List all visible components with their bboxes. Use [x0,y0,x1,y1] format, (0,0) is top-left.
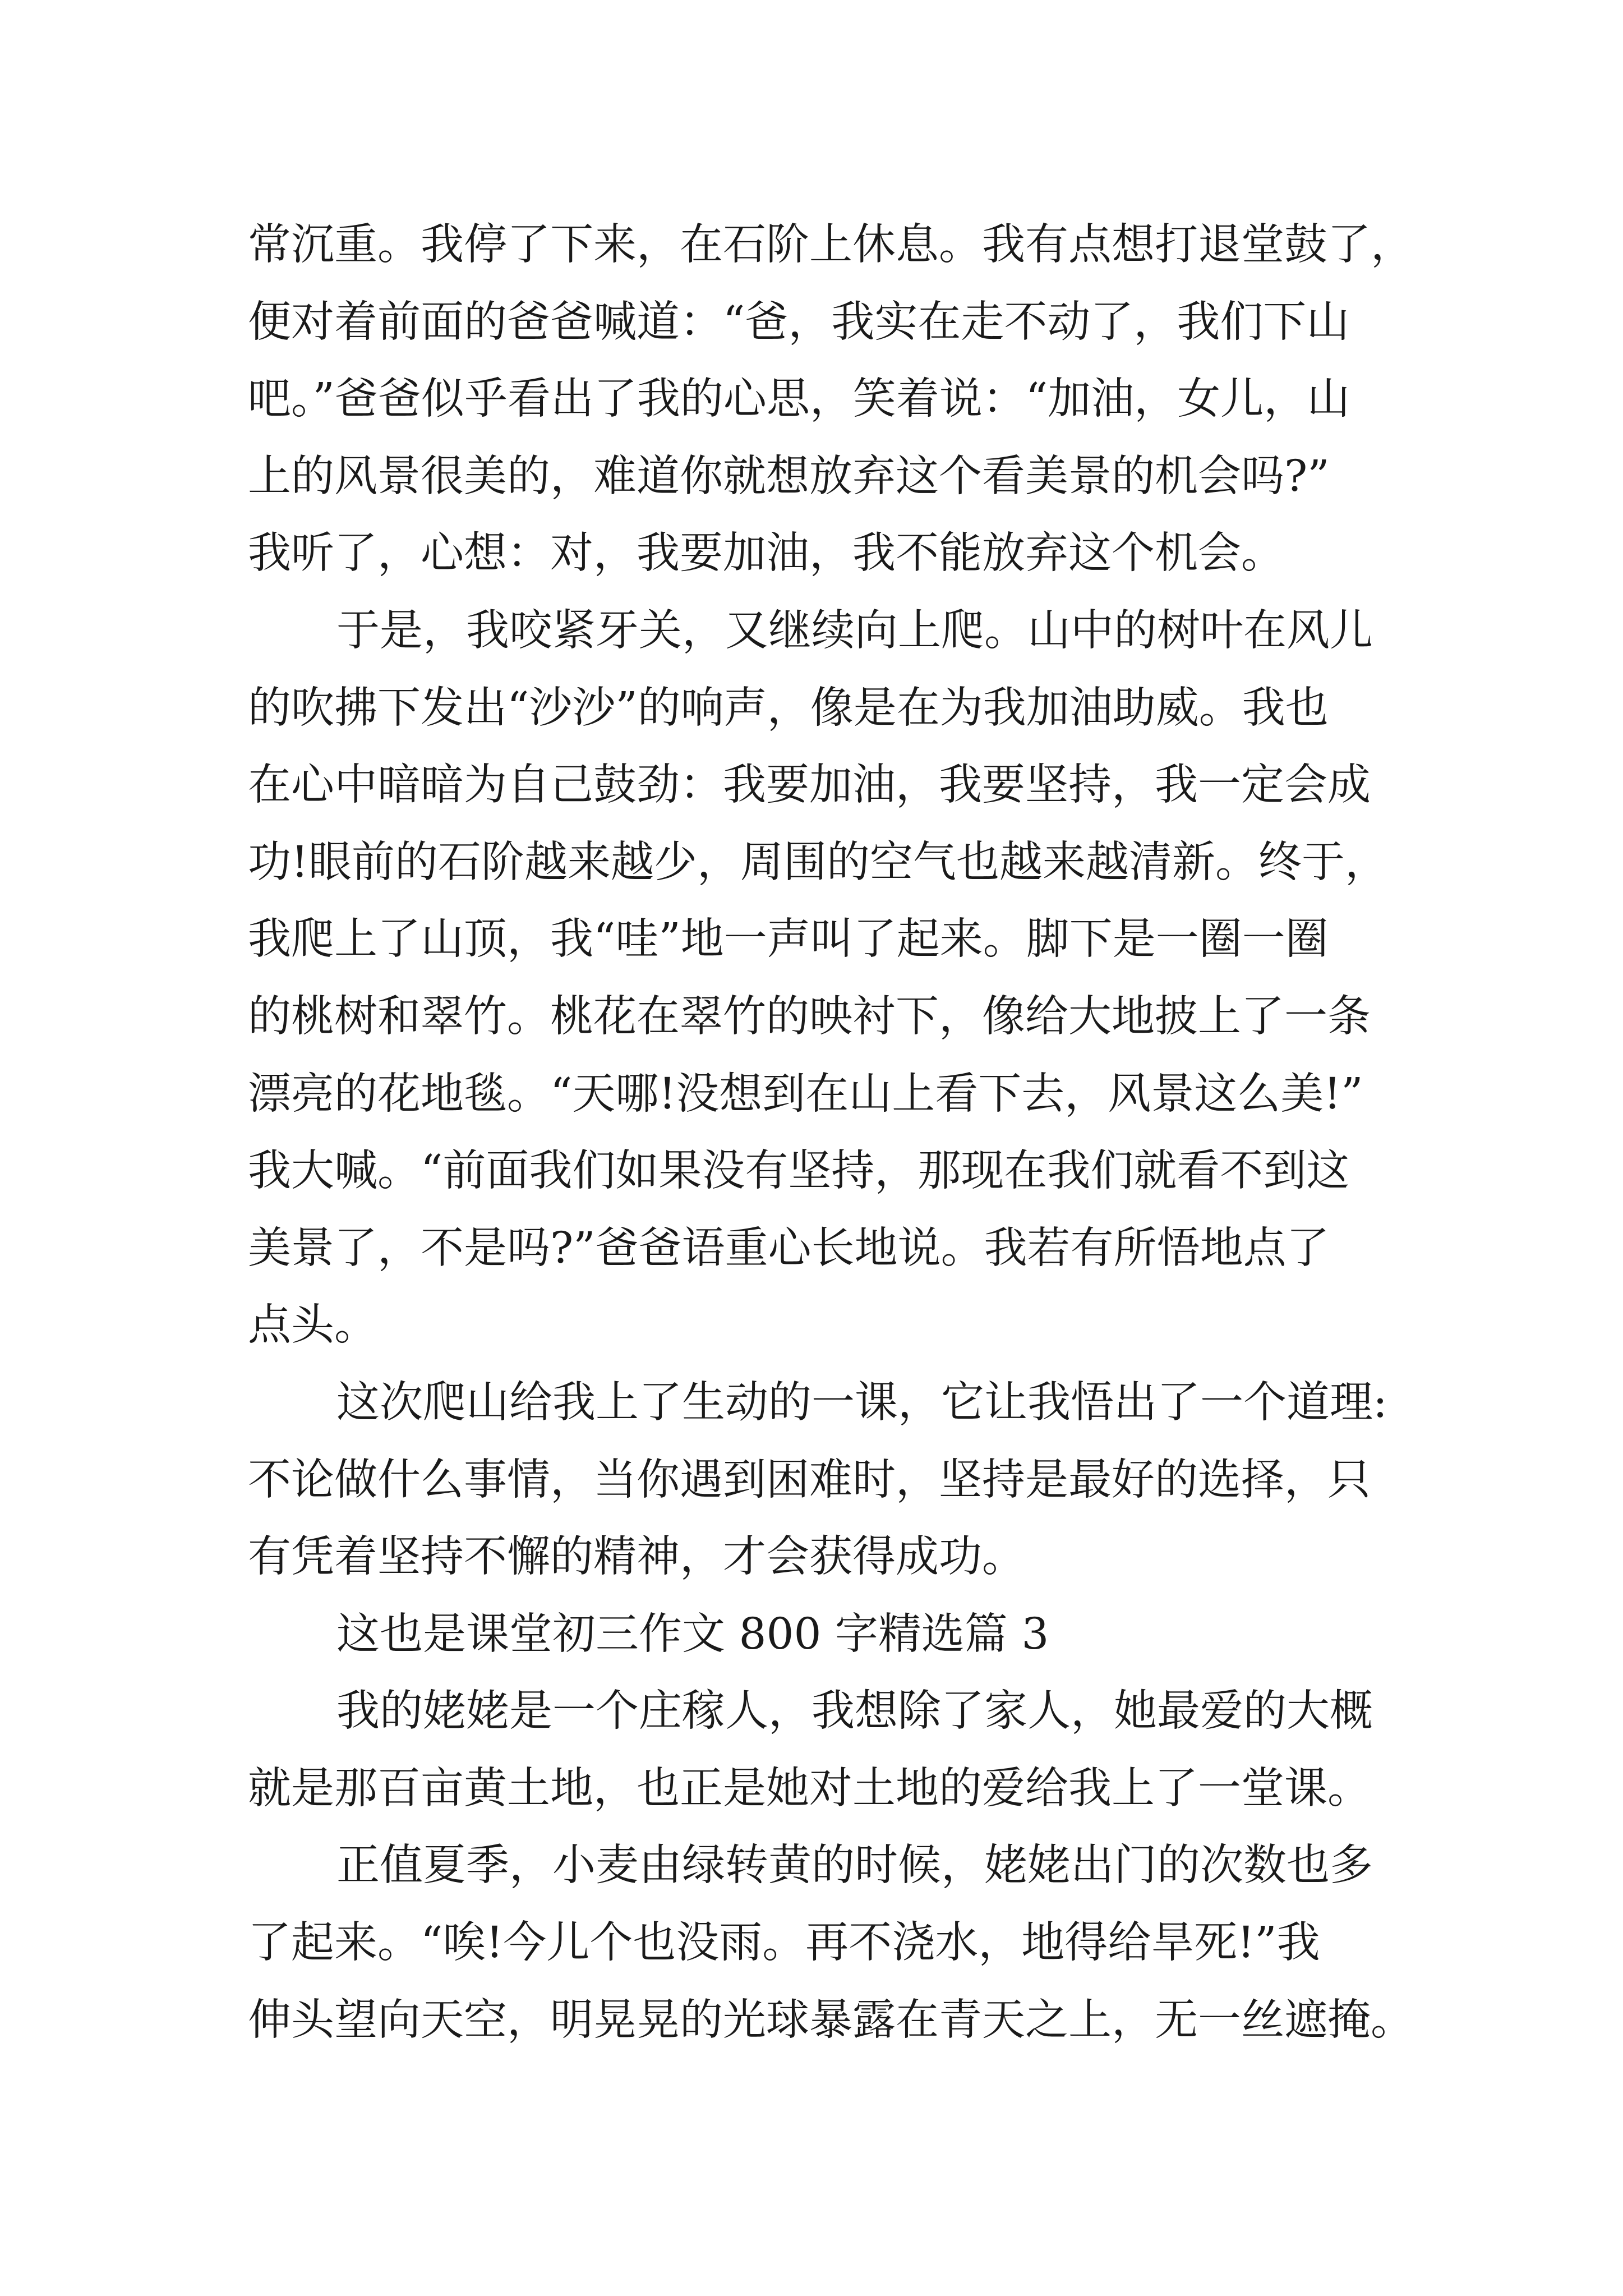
text-line: 我爬上了山顶，我“哇”地一声叫了起来。脚下是一圈一圈 [248,914,1329,965]
paragraph-first-line: 正值夏季，小麦由绿转黄的时候，姥姥出门的次数也多 [336,1841,1373,1891]
text-line: 就是那百亩黄土地，也正是她对土地的爱给我上了一堂课。 [248,1763,1371,1814]
text-line: 漂亮的花地毯。“天哪!没想到在山上看下去，风景这么美!” [248,1069,1363,1119]
paragraph-first-line: 这次爬山给我上了生动的一课，它让我悟出了一个道理: [336,1377,1387,1428]
text-line: 我听了，心想：对，我要加油，我不能放弃这个机会。 [248,528,1284,579]
text-line: 点头。 [248,1300,377,1351]
text-line: 的吹拂下发出“沙沙”的响声，像是在为我加油助威。我也 [248,683,1329,733]
paragraph-first-line: 于是，我咬紧牙关，又继续向上爬。山中的树叶在风儿 [336,605,1373,656]
article-body [248,206,1414,2059]
text-line: 吧。”爸爸似乎看出了我的心思，笑着说：“加油，女儿，山 [248,374,1350,425]
text-line: 功!眼前的石阶越来越少，周围的空气也越来越清新。终于， [248,837,1388,887]
text-line: 在心中暗暗为自己鼓劲：我要加油，我要坚持，我一定会成 [248,760,1371,811]
text-line: 我大喊。“前面我们如果没有坚持，那现在我们就看不到这 [248,1146,1350,1197]
text-line: 便对着前面的爸爸喊道：“爸，我实在走不动了，我们下山 [248,297,1350,347]
text-line: 常沉重。我停了下来，在石阶上休息。我有点想打退堂鼓了， [248,220,1414,270]
paragraph-first-line: 我的姥姥是一个庄稼人，我想除了家人，她最爱的大概 [336,1686,1373,1737]
text-line: 的桃树和翠竹。桃花在翠竹的映衬下，像给大地披上了一条 [248,991,1371,1042]
text-line: 不论做什么事情，当你遇到困难时，坚持是最好的选择，只 [248,1455,1371,1505]
section-heading: 这也是课堂初三作文 800 字精选篇 3 [336,1609,1049,1659]
text-line: 有凭着坚持不懈的精神，才会获得成功。 [248,1532,1025,1582]
text-line: 美景了，不是吗?”爸爸语重心长地说。我若有所悟地点了 [248,1223,1330,1273]
text-line: 伸头望向天空，明晃晃的光球暴露在青天之上，无一丝遮掩。 [248,1995,1414,2045]
text-line: 上的风景很美的，难道你就想放弃这个看美景的机会吗?” [248,451,1330,501]
text-line: 了起来。“唉!今儿个也没雨。再不浇水，地得给旱死!”我 [248,1918,1320,1968]
